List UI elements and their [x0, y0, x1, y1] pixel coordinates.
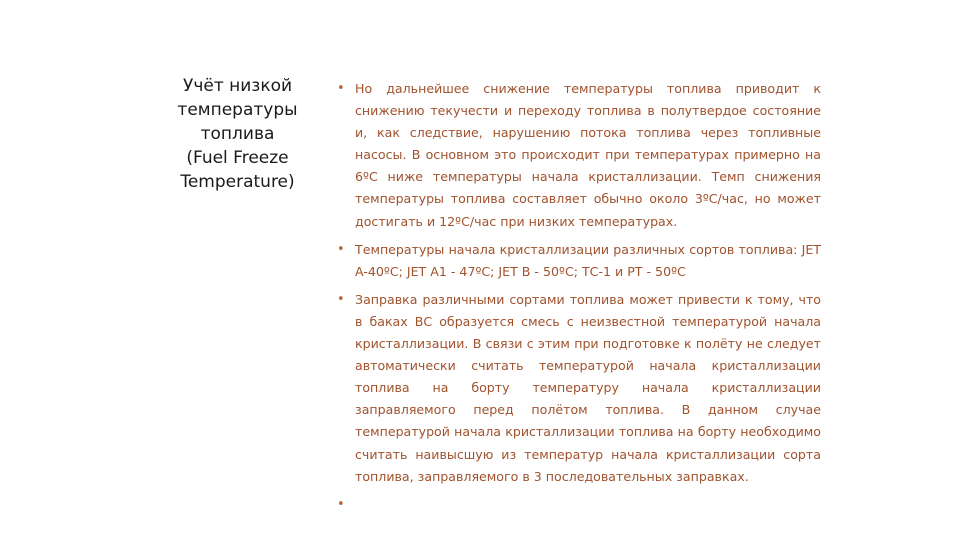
- bullet-list: [333, 78, 821, 512]
- bullet-marker-icon: •: [337, 496, 345, 512]
- title-line-5: Temperature): [180, 172, 295, 192]
- bullet-item: [333, 78, 821, 233]
- bullet-item: [333, 289, 821, 488]
- bullet-text: Заправка различными сортами топлива может привести к тому, что в баках ВС образуется смесь с неизвестной температурой начала кристаллизации. В связи с этим при подготовке к полёту не следует автоматически считать температурой начала кристаллизации топлива на борту температуру начала кристаллизации заправляемого перед полётом топлива. В данном случае температурой начала кристаллизации топлива на борту необходимо считать наивысшую из температур начала кристаллизации сорта топлива, заправляемого в 3 последовательных заправках.: [355, 291, 821, 484]
- bullet-marker-icon: •: [337, 81, 345, 96]
- bullet-marker-icon: •: [337, 241, 345, 257]
- bullet-text: Но дальнейшее снижение температуры топлива приводит к снижению текучести и переходу топлива в полутвердое состояние и, как следствие, нарушению потока топлива через топливные насосы. В основном это происходит при температурах примерно на 6ºС ниже температуры начала кристаллизации. Темп снижения температуры топлива составляет обычно около 3ºС/час, но может достигать и 12ºС/час при низких температурах.: [355, 81, 821, 229]
- title-line-2: температуры: [177, 100, 298, 120]
- title-line-4: (Fuel Freeze: [186, 148, 289, 168]
- bullet-text: Температуры начала кристаллизации различных сортов топлива: JET A-40ºC; JET A1 - 47ºC; JET B - 50ºC; ТС-1 и РТ - 50ºС: [355, 241, 821, 279]
- bullet-item: [333, 239, 821, 283]
- title-line-3: топлива: [200, 124, 275, 144]
- title-line-1: Учёт низкой: [182, 76, 293, 96]
- bullet-marker-icon: •: [337, 291, 345, 307]
- slide-title: [160, 74, 315, 194]
